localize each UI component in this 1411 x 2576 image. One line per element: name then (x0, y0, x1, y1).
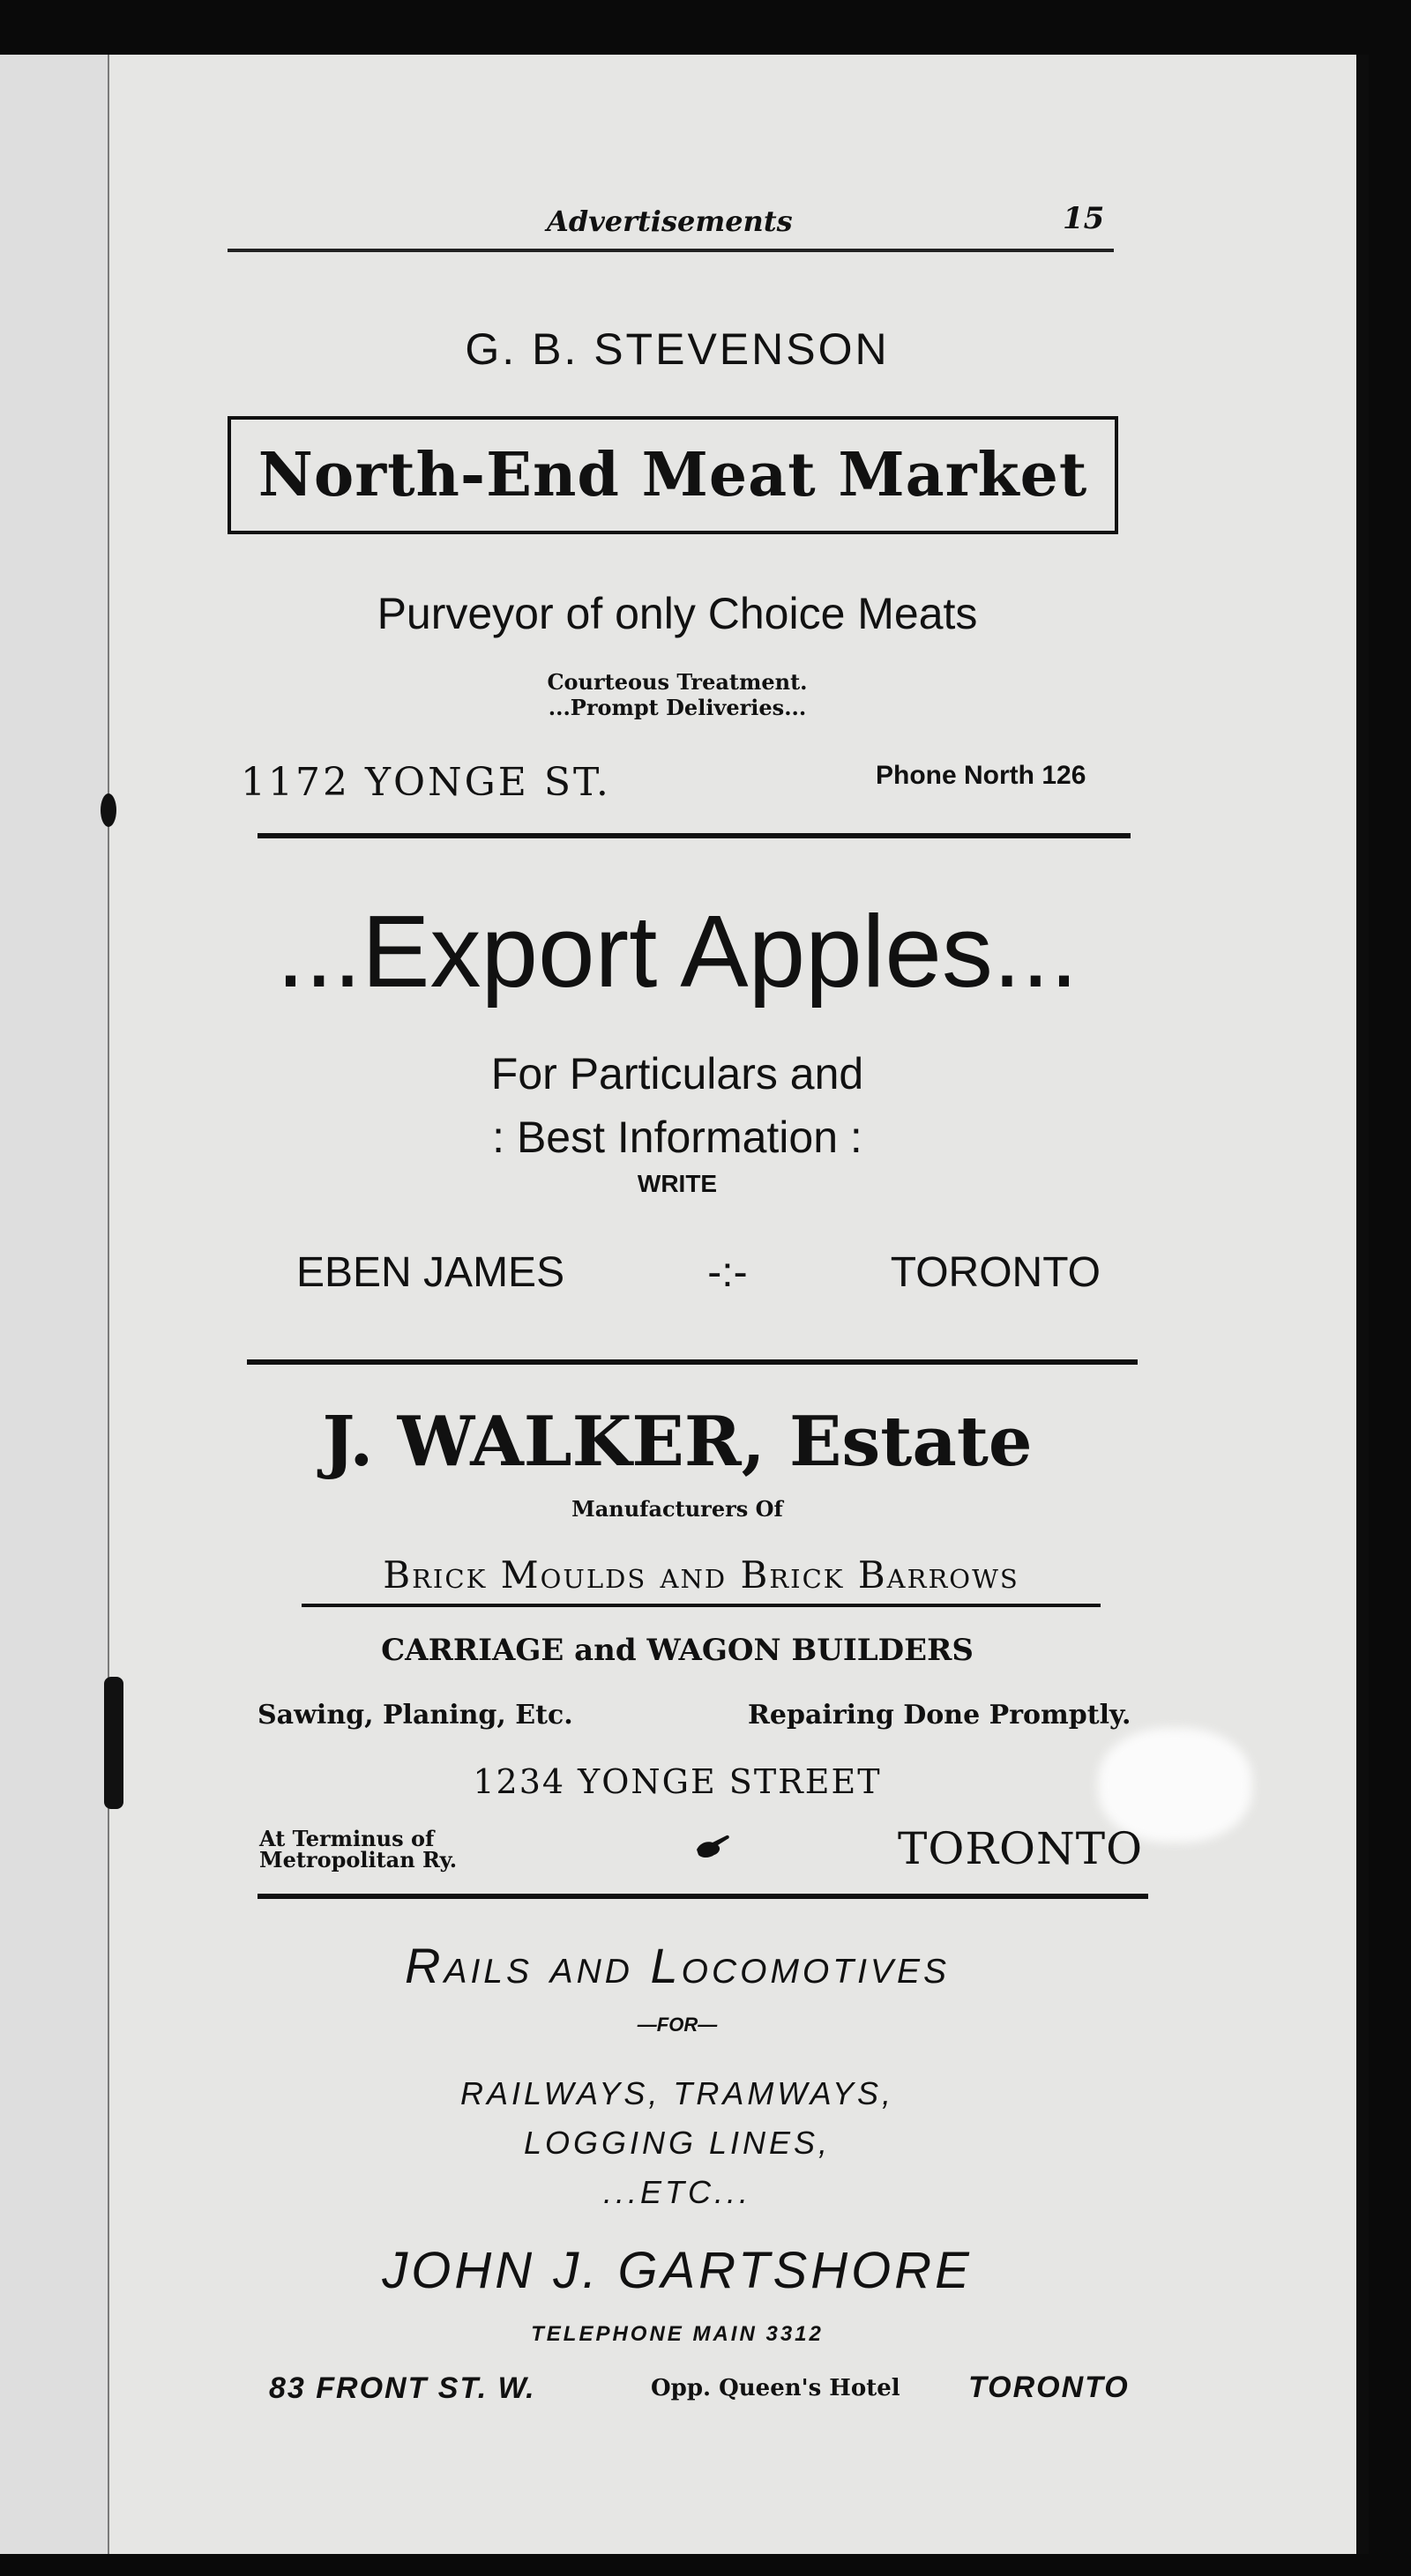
pointing-hand-icon (695, 1830, 730, 1862)
rails-for: —FOR— (637, 2014, 718, 2036)
rails-uses (228, 2069, 1127, 2217)
service-line: ...Prompt Deliveries... (548, 695, 807, 720)
stevenson-phone: Phone North 126 (876, 761, 1086, 790)
walker-address: 1234 YONGE STREET (473, 1762, 882, 1801)
walker-city: TORONTO (898, 1823, 1144, 1874)
location-line: At Terminus of (259, 1826, 435, 1851)
rails-use-line: RAILWAYS, TRAMWAYS, (459, 2075, 895, 2111)
page-header-title: Advertisements (547, 205, 793, 238)
apples-separator: -:- (707, 1249, 748, 1296)
binding-gutter (0, 55, 109, 2554)
ink-blot (101, 793, 116, 827)
apples-line: For Particulars and (490, 1049, 864, 1098)
gartshore-telephone: TELEPHONE MAIN 3312 (531, 2322, 824, 2346)
stevenson-services (228, 669, 1127, 720)
stevenson-name: G. B. STEVENSON (465, 324, 890, 374)
gartshore-name: JOHN J. GARTSHORE (382, 2242, 973, 2299)
location-line: Metropolitan Ry. (259, 1847, 458, 1872)
meat-market-title: North-End Meat Market (258, 440, 1088, 510)
ad-divider (258, 833, 1131, 838)
walker-services-right: Repairing Done Promptly. (748, 1700, 1131, 1731)
ad-divider (247, 1359, 1138, 1365)
gartshore-city: TORONTO (968, 2371, 1130, 2404)
stevenson-tagline: Purveyor of only Choice Meats (377, 589, 978, 638)
gartshore-landmark: Opp. Queen's Hotel (651, 2375, 900, 2401)
walker-name: J. WALKER, Estate (322, 1402, 1033, 1482)
scanned-page (0, 55, 1369, 2554)
ink-blot (104, 1677, 123, 1809)
apples-headline: ...Export Apples... (276, 894, 1079, 1009)
walker-subtitle: Manufacturers Of (571, 1496, 783, 1522)
walker-products: Brick Moulds and Brick Barrows (302, 1553, 1101, 1607)
ad-divider (258, 1894, 1148, 1899)
apples-city: TORONTO (890, 1249, 1101, 1296)
apples-name: EBEN JAMES (296, 1249, 565, 1296)
header-divider (228, 249, 1114, 252)
walker-location (259, 1828, 457, 1871)
gartshore-address: 83 FRONT ST. W. (269, 2371, 536, 2405)
apples-contact (296, 1248, 1101, 1297)
service-line: Courteous Treatment. (547, 669, 808, 695)
apples-write: WRITE (637, 1170, 718, 1197)
meat-market-banner (228, 416, 1118, 534)
stevenson-address: 1172 YONGE ST. (241, 760, 611, 805)
rails-use-line: LOGGING LINES, (523, 2125, 832, 2161)
rails-headline: Rails and Locomotives (405, 1938, 950, 1993)
rails-use-line: ...ETC... (602, 2174, 751, 2210)
apples-line: : Best Information : (492, 1113, 862, 1162)
walker-builders: CARRIAGE and WAGON BUILDERS (381, 1633, 974, 1668)
page-number: 15 (1063, 201, 1105, 236)
apples-body (228, 1042, 1127, 1169)
walker-services-left: Sawing, Planing, Etc. (258, 1700, 573, 1731)
